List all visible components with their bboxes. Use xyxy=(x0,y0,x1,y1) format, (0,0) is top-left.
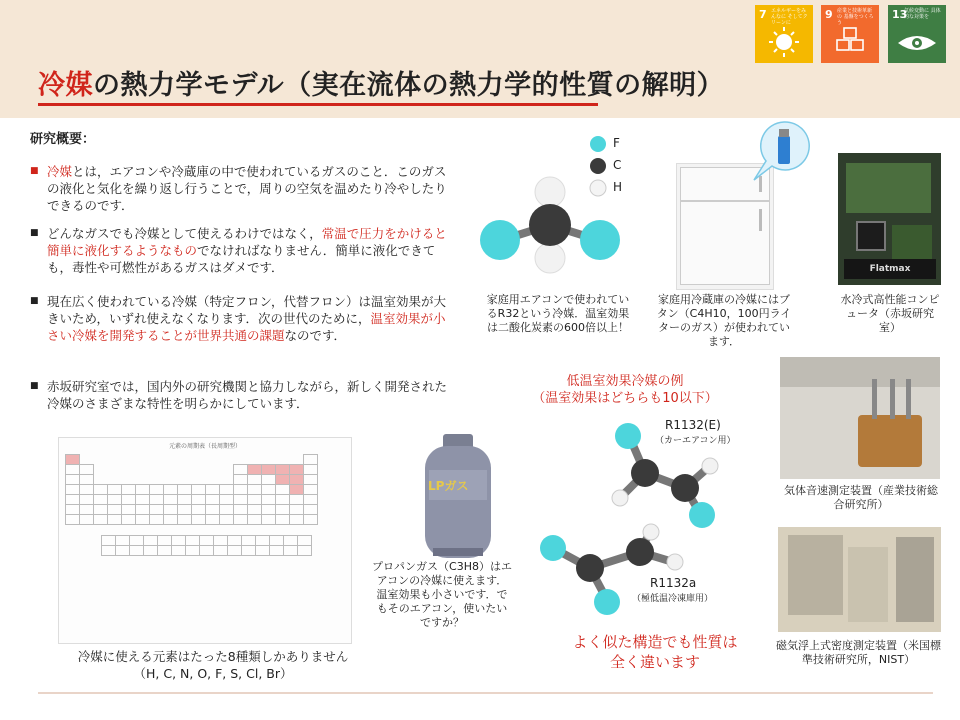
sound-speed-apparatus-photo xyxy=(780,357,940,479)
title-underline xyxy=(38,103,598,106)
density-caption: 磁気浮上式密度測定装置（米国標準技術研究所，NIST） xyxy=(776,639,941,666)
periodic-table-title: 元素の周期表（長周期型） xyxy=(168,443,241,450)
eye-icon xyxy=(888,5,946,63)
lp-gas-label: LPガス xyxy=(428,479,469,493)
carbon-atom xyxy=(626,538,654,566)
fluorine-legend-icon xyxy=(590,136,606,152)
hydrogen-atom xyxy=(612,490,628,506)
bullet-icon: ■ xyxy=(30,228,39,238)
periodic-table xyxy=(58,437,352,644)
computer-caption: 水冷式高性能コンピュータ（赤坂研究室） xyxy=(840,293,940,334)
bullet-icon: ■ xyxy=(30,166,39,176)
r1132a-use: （極低温冷凍庫用） xyxy=(632,594,714,604)
flatmax-logo: Flatmax xyxy=(844,259,936,279)
hydrogen-legend-icon xyxy=(590,180,606,196)
carbon-atom xyxy=(529,204,571,246)
legend-c: C xyxy=(613,158,622,172)
lp-gas-cylinder-icon xyxy=(415,430,500,565)
hydrogen-atom xyxy=(702,458,718,474)
propane-caption: プロパンガス（C3H8）はエアコンの冷媒に使えます．温室効果も小さいです．でもそのエアコン，使いたいですか？ xyxy=(372,560,512,629)
similar-structure-note: よく似た構造でも性質は 全く違います xyxy=(572,633,738,671)
fluorine-atom xyxy=(615,423,641,449)
hydrogen-atom xyxy=(667,554,683,570)
r32-caption: 家庭用エアコンで使われているR32という冷媒．温室効果は二酸化炭素の600倍以上！ xyxy=(486,293,630,334)
hydrogen-atom xyxy=(643,524,659,540)
summary-paragraph-1: ■ 冷媒とは，エアコンや冷蔵庫の中で使われているガスのこと．このガスの液化と気化を繰り返し行うことで，周りの空気を温めたり冷やしたりできるのです． xyxy=(30,164,447,213)
sun-icon xyxy=(755,5,813,63)
sdg-13-badge[interactable]: 13 気候変動に 具体的な対策を xyxy=(888,5,946,63)
summary-paragraph-4: ■ 赤坂研究室では，国内外の研究機関と協力しながら，新しく開発された冷媒のさまざまな特性を明らかにしています． xyxy=(30,379,448,411)
bullet-icon: ■ xyxy=(30,381,39,391)
summary-heading: 研究概要： xyxy=(30,132,96,147)
legend-f: F xyxy=(613,136,620,150)
density-apparatus-photo xyxy=(778,527,941,632)
low-gwp-title: 低温室効果冷媒の例 （温室効果はどちらも10以下） xyxy=(532,374,718,406)
sound-speed-caption: 気体音速測定装置（産業技術総合研究所） xyxy=(784,484,938,511)
fridge-caption: 家庭用冷蔵庫の冷媒にはブタン（C4H10，100円ライターのガス）が使われています． xyxy=(656,293,792,348)
page-title: 冷媒の熱力学モデル（実在流体の熱力学的性質の解明） xyxy=(38,70,725,101)
sdg-7-badge[interactable]: 7 エネルギーをみんなに そしてクリーンに xyxy=(755,5,813,63)
r1132a-name: R1132a xyxy=(650,576,697,590)
lighter-bubble-icon xyxy=(752,118,816,182)
r1132e-use: （カーエアコン用） xyxy=(655,436,736,446)
footer-divider xyxy=(38,692,933,694)
refrigerator-photo xyxy=(676,163,774,290)
elements-caption: 冷媒に使える元素はたった8種類しかありません （H, C, N, O, F, S, Cl, Br） xyxy=(77,649,349,681)
r1132a-molecule xyxy=(535,520,705,620)
sdg-9-badge[interactable]: 9 産業と技術革新の 基盤をつくろう xyxy=(821,5,879,63)
carbon-legend-icon xyxy=(590,158,606,174)
carbon-atom xyxy=(631,459,659,487)
carbon-atom xyxy=(671,474,699,502)
fluorine-atom xyxy=(540,535,566,561)
r1132e-molecule xyxy=(600,418,730,528)
atom-legend xyxy=(588,134,608,198)
legend-h: H xyxy=(613,180,623,194)
hydrogen-atom xyxy=(535,243,565,273)
summary-paragraph-2: ■ どんなガスでも冷媒として使えるわけではなく，常温で圧力をかけると簡単に液化するようなものでなければなりません．簡単に液化できても，毒性や可燃性があるガスはダメです． xyxy=(30,226,447,275)
carbon-atom xyxy=(576,554,604,582)
bullet-icon: ■ xyxy=(30,296,39,306)
r1132e-name: R1132(E) xyxy=(665,418,721,432)
summary-paragraph-3: ■ 現在広く使われている冷媒（特定フロン，代替フロン）は温室効果が大きいため，いずれ使えなくなります．次の世代のために，温室効果が小さい冷媒を開発することが世界共通の課題なのです． xyxy=(30,294,447,343)
cubes-icon xyxy=(821,5,879,63)
fluorine-atom xyxy=(480,220,520,260)
fluorine-atom xyxy=(594,589,620,615)
water-cooled-computer-photo xyxy=(838,153,941,285)
fluorine-atom xyxy=(580,220,620,260)
hydrogen-atom xyxy=(535,177,565,207)
